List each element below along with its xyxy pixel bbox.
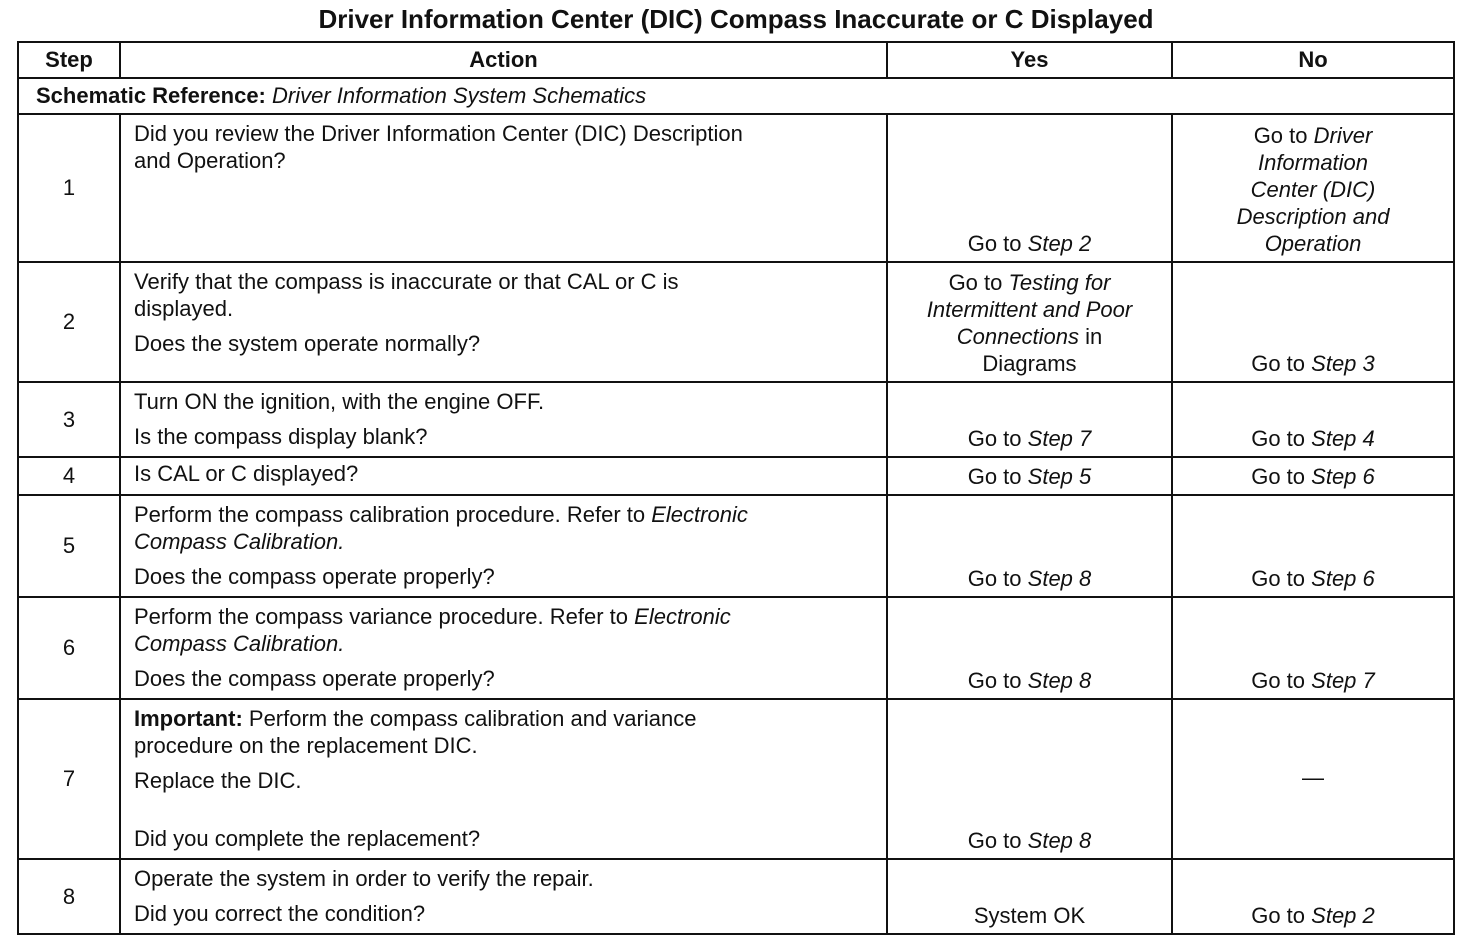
header-step: Step	[18, 42, 120, 78]
action-text: Perform the compass variance procedure. Refer to Electronic	[134, 604, 731, 629]
table-row	[18, 495, 1454, 597]
table-row	[18, 457, 1454, 495]
yes-text: Go to	[967, 828, 1022, 853]
no-text: Go to	[1251, 351, 1306, 376]
action-link: Electronic	[634, 604, 731, 629]
no-dash: —	[1302, 764, 1324, 790]
yes-cell	[887, 114, 1172, 262]
action-text: Does the compass operate properly?	[134, 564, 495, 589]
yes-text: Go to	[967, 668, 1022, 693]
yes-cell	[887, 859, 1172, 934]
no-step-link: Step 2	[1311, 903, 1375, 928]
action-text: procedure on the replacement DIC.	[134, 733, 478, 758]
yes-cell	[887, 382, 1172, 457]
header-action: Action	[120, 42, 887, 78]
yes-text: Diagrams	[982, 351, 1077, 376]
no-step-link: Step 3	[1311, 351, 1375, 376]
no-link: Driver	[1313, 123, 1373, 148]
diagnostic-table	[17, 41, 1455, 935]
step-number: 6	[18, 597, 120, 699]
action-text: Operate the system in order to verify the repair.	[134, 866, 594, 891]
action-text: displayed.	[134, 296, 234, 321]
action-text: Does the system operate normally?	[134, 331, 481, 356]
yes-text: Go to	[948, 270, 1003, 295]
no-link: Operation	[1264, 231, 1362, 256]
schematic-row	[18, 78, 1454, 114]
yes-text: System OK	[973, 903, 1086, 928]
header-no: No	[1172, 42, 1454, 78]
action-cell	[120, 382, 887, 457]
yes-step-link: Step 8	[1027, 566, 1092, 591]
step-number: 4	[18, 457, 120, 495]
no-cell	[1172, 457, 1454, 495]
yes-step-link: Step 2	[1027, 231, 1092, 256]
step-number: 2	[18, 262, 120, 382]
step-number: 3	[18, 382, 120, 457]
header-yes: Yes	[887, 42, 1172, 78]
yes-link: Testing for	[1008, 270, 1111, 295]
table-row	[18, 859, 1454, 934]
yes-step-link: Step 8	[1027, 828, 1092, 853]
table-row	[18, 262, 1454, 382]
no-link: Center (DIC)	[1250, 177, 1376, 202]
no-step-link: Step 7	[1311, 668, 1375, 693]
action-cell	[120, 457, 887, 495]
no-cell	[1172, 114, 1454, 262]
action-text: Did you correct the condition?	[134, 901, 426, 926]
action-text: Turn ON the ignition, with the engine OFF.	[134, 389, 545, 414]
yes-cell	[887, 457, 1172, 495]
page-title: Driver Information Center (DIC) Compass Inaccurate or C Displayed	[318, 4, 1154, 34]
action-text: Perform the compass calibration procedure. Refer to Electronic	[134, 502, 748, 527]
step-number: 7	[18, 699, 120, 859]
action-text: Important: Perform the compass calibration and variance	[134, 706, 697, 731]
no-link: Information	[1257, 150, 1369, 175]
no-cell	[1172, 699, 1454, 859]
yes-step-link: Step 8	[1027, 668, 1092, 693]
action-link: Compass Calibration.	[134, 529, 345, 554]
action-text: Did you review the Driver Information Center (DIC) Description	[134, 121, 743, 146]
table-row	[18, 597, 1454, 699]
no-cell	[1172, 495, 1454, 597]
action-cell	[120, 114, 887, 262]
no-step-link: Step 6	[1311, 464, 1375, 489]
action-cell	[120, 495, 887, 597]
no-step-link: Step 6	[1311, 566, 1375, 591]
step-number: 8	[18, 859, 120, 934]
table-row	[18, 382, 1454, 457]
step-number: 1	[18, 114, 120, 262]
schematic-reference	[18, 78, 1454, 114]
important-label: Important:	[134, 706, 243, 731]
no-cell	[1172, 859, 1454, 934]
yes-cell	[887, 495, 1172, 597]
action-text: and Operation?	[134, 148, 286, 173]
yes-text: Go to	[967, 231, 1022, 256]
yes-text: Go to	[967, 464, 1022, 489]
yes-step-link: Step 5	[1027, 464, 1092, 489]
schematic-label: Schematic Reference:	[36, 83, 266, 108]
no-cell	[1172, 262, 1454, 382]
action-text: Does the compass operate properly?	[134, 666, 495, 691]
yes-text: Go to	[967, 566, 1022, 591]
action-text: Is CAL or C displayed?	[134, 461, 359, 486]
yes-text: Go to	[967, 426, 1022, 451]
action-cell	[120, 859, 887, 934]
action-cell	[120, 699, 887, 859]
no-text: Go to	[1251, 464, 1306, 489]
yes-cell	[887, 262, 1172, 382]
no-text: Go to	[1251, 426, 1306, 451]
action-text: Did you complete the replacement?	[134, 826, 481, 851]
yes-cell	[887, 597, 1172, 699]
header-row	[18, 42, 1454, 78]
yes-link: Intermittent and Poor	[926, 297, 1133, 322]
yes-link: Connections	[956, 324, 1080, 349]
table-row	[18, 699, 1454, 859]
action-link: Compass Calibration.	[134, 631, 345, 656]
action-text: Verify that the compass is inaccurate or that CAL or C is	[134, 269, 679, 294]
no-link: Description and	[1236, 204, 1390, 229]
no-text: Go to	[1253, 123, 1308, 148]
schematic-link: Driver Information System Schematics	[272, 83, 647, 108]
yes-step-link: Step 7	[1027, 426, 1092, 451]
no-cell	[1172, 382, 1454, 457]
action-cell	[120, 262, 887, 382]
no-text: Go to	[1251, 903, 1306, 928]
no-text: Go to	[1251, 566, 1306, 591]
no-step-link: Step 4	[1311, 426, 1375, 451]
action-text: Replace the DIC.	[134, 768, 302, 793]
action-link: Electronic	[651, 502, 748, 527]
yes-cell	[887, 699, 1172, 859]
table-row	[18, 114, 1454, 262]
no-cell	[1172, 597, 1454, 699]
action-cell	[120, 597, 887, 699]
action-text: Is the compass display blank?	[134, 424, 428, 449]
yes-text: in	[1085, 324, 1103, 349]
no-text: Go to	[1251, 668, 1306, 693]
step-number: 5	[18, 495, 120, 597]
